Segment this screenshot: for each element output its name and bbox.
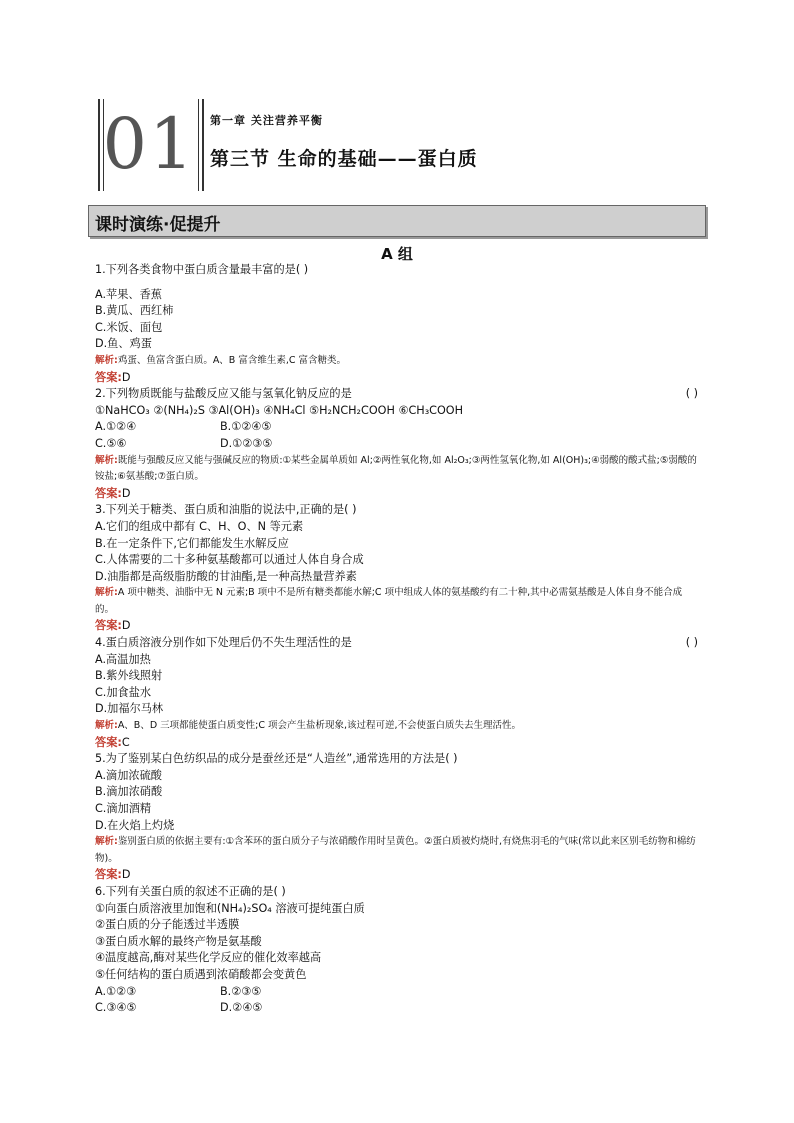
statement: ③蛋白质水解的最终产物是氨基酸 xyxy=(95,934,262,948)
option: C.⑤⑥ xyxy=(95,436,127,450)
answer: 答案:D xyxy=(95,619,131,633)
answer-paren: ( ) xyxy=(685,387,698,401)
option: C.加食盐水 xyxy=(95,685,152,699)
option: A.苹果、香蕉 xyxy=(95,287,162,301)
option: D.①②③⑤ xyxy=(220,436,273,450)
statement: ②蛋白质的分子能透过半透膜 xyxy=(95,918,240,932)
question-stem: 2.下列物质既能与盐酸反应又能与氢氧化钠反应的是 ( ) xyxy=(95,386,700,403)
question-stem: 4.蛋白质溶液分别作如下处理后仍不失生理活性的是 ( ) xyxy=(95,635,700,652)
option-row xyxy=(95,1000,700,1017)
analysis: 解析:鸡蛋、鱼富含蛋白质。A、B 富含维生素,C 富含糖类。 xyxy=(95,354,347,366)
option: C.米饭、面包 xyxy=(95,320,163,334)
option: A.滴加浓硫酸 xyxy=(95,768,162,782)
option: A.①②③ xyxy=(95,984,137,998)
analysis: 解析:既能与强酸反应又能与强碱反应的物质:①某些金属单质如 Al;②两性氧化物,如 Al₂O₃;③两性氢氧化物,如 Al(OH)₃;④弱酸的酸式盐;⑤弱酸的铵盐;⑥氨基酸;⑦蛋白质。 xyxy=(95,454,697,483)
option: D.在火焰上灼烧 xyxy=(95,818,175,832)
answer: 答案:D xyxy=(95,370,131,384)
option: C.③④⑤ xyxy=(95,1001,137,1015)
option-row xyxy=(95,419,700,436)
analysis-label: 解析: xyxy=(95,354,118,366)
question-stem: 6.下列有关蛋白质的叙述不正确的是( ) xyxy=(95,884,286,898)
question-stem: 3.下列关于糖类、蛋白质和油脂的说法中,正确的是( ) xyxy=(95,503,357,517)
section-bar-title: 课时演练·促提升 xyxy=(95,215,221,235)
analysis-label: 解析: xyxy=(95,454,118,466)
answer-paren: ( ) xyxy=(685,636,698,650)
option: A.它们的组成中都有 C、H、O、N 等元素 xyxy=(95,519,304,533)
option: A.高温加热 xyxy=(95,652,151,666)
question-stem: 1.下列各类食物中蛋白质含量最丰富的是( ) xyxy=(95,263,309,276)
option-row xyxy=(95,984,700,1001)
option: D.鱼、鸡蛋 xyxy=(95,337,152,351)
group-title: A 组 xyxy=(381,245,413,263)
option-row xyxy=(95,436,700,453)
statement: ①向蛋白质溶液里加饱和(NH₄)₂SO₄ 溶液可提纯蛋白质 xyxy=(95,901,365,915)
option: A.①②④ xyxy=(95,420,137,434)
option: B.在一定条件下,它们都能发生水解反应 xyxy=(95,536,289,550)
option: B.①②④⑤ xyxy=(220,420,272,434)
chapter-label: 第一章 关注营养平衡 xyxy=(210,114,323,127)
question-items: ①NaHCO₃ ②(NH₄)₂S ③Al(OH)₃ ④NH₄Cl ⑤H₂NCH₂COOH ⑥CH₃COOH xyxy=(95,403,464,417)
answer-label: 答案: xyxy=(95,619,122,633)
answer-label: 答案: xyxy=(95,735,122,749)
answer-label: 答案: xyxy=(95,868,122,882)
analysis: 解析:A、B、D 三项都能使蛋白质变性;C 项会产生盐析现象,该过程可逆,不会使蛋白质失去生理活性。 xyxy=(95,720,522,732)
answer: 答案:D xyxy=(95,486,131,500)
option: C.滴加酒精 xyxy=(95,802,152,815)
analysis: 解析:鉴别蛋白质的依据主要有:①含苯环的蛋白质分子与浓硝酸作用时呈黄色。②蛋白质被灼烧时,有烧焦羽毛的气味(常以此来区别毛纺物和棉纺物)。 xyxy=(95,836,696,864)
analysis: 解析:A 项中糖类、油脂中无 N 元素;B 项中不是所有糖类都能水解;C 项中组成人体的氨基酸约有二十种,其中必需氨基酸是人体自身不能合成的。 xyxy=(95,587,683,615)
option: C.人体需要的二十多种氨基酸都可以通过人体自身合成 xyxy=(95,553,364,567)
section-bar xyxy=(88,205,706,237)
option: B.黄瓜、西红柿 xyxy=(95,304,174,318)
answer-label: 答案: xyxy=(95,370,122,384)
answer-label: 答案: xyxy=(95,486,122,500)
option: B.②③⑤ xyxy=(220,984,262,998)
statement: ⑤任何结构的蛋白质遇到浓硝酸都会变黄色 xyxy=(95,967,307,981)
analysis-label: 解析: xyxy=(95,836,118,848)
option: D.②④⑤ xyxy=(220,1001,263,1015)
option: B.滴加浓硝酸 xyxy=(95,785,163,799)
statement: ④温度越高,酶对某些化学反应的催化效率越高 xyxy=(95,951,322,965)
question-list xyxy=(95,262,700,1017)
section-title: 第三节 生命的基础——蛋白质 xyxy=(210,148,478,170)
option: D.油脂都是高级脂肪酸的甘油酯,是一种高热量营养素 xyxy=(95,569,357,583)
analysis-label: 解析: xyxy=(95,720,118,732)
chapter-header xyxy=(98,99,718,193)
analysis-label: 解析: xyxy=(95,587,118,599)
answer: 答案:C xyxy=(95,735,130,749)
chapter-number: 01 xyxy=(102,103,196,185)
question-stem: 5.为了鉴别某白色纺织品的成分是蚕丝还是“人造丝”,通常选用的方法是( ) xyxy=(95,752,458,766)
answer: 答案:D xyxy=(95,868,131,882)
option: D.加福尔马林 xyxy=(95,702,164,716)
option: B.紫外线照射 xyxy=(95,669,163,683)
